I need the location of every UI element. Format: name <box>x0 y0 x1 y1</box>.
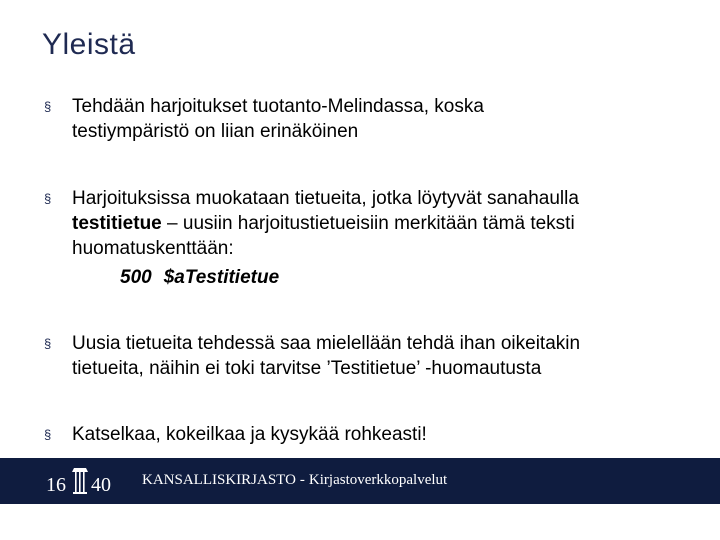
marc-field-tag: 500 <box>120 267 152 288</box>
bullet-item <box>42 186 702 290</box>
bullet-item <box>42 331 702 381</box>
footer-separator: - <box>299 472 305 488</box>
bullet-item <box>42 94 702 144</box>
bullet-text-line: – uusiin harjoitustietueisiin merkitään tämä teksti <box>161 213 575 234</box>
footer-org-name: KANSALLISKIRJASTO <box>142 472 296 488</box>
logo-year-right: 40 <box>91 474 111 496</box>
bullet-marker-icon: § <box>44 427 52 442</box>
marc-field-value: $aTestitietue <box>163 267 280 288</box>
logo-year-left: 16 <box>46 474 66 496</box>
bullet-marker-icon: § <box>44 99 52 114</box>
footer-org-text <box>142 472 447 489</box>
search-keyword: testitietue <box>72 213 162 234</box>
library-logo-icon <box>44 464 120 498</box>
bullet-marker-icon: § <box>44 336 52 351</box>
footer-unit-name: Kirjastoverkkopalvelut <box>308 472 448 488</box>
bullet-text-line: Uusia tietueita tehdessä saa mielellään tehdä ihan oikeitakin <box>72 333 581 354</box>
bullet-marker-icon: § <box>44 191 52 206</box>
bullet-text-line: tietueita, näihin ei toki tarvitse ’Testitietue’ -huomautusta <box>72 358 542 379</box>
bullet-text-line: Harjoituksissa muokataan tietueita, jotka löytyvät sanahaulla <box>72 188 579 209</box>
footer-bar <box>0 458 720 504</box>
bullet-item <box>42 422 702 447</box>
bullet-text-line: huomatuskenttään: <box>72 238 234 259</box>
bullet-text-line: Katselkaa, kokeilkaa ja kysykää rohkeasti! <box>72 424 427 445</box>
slide-title: Yleistä <box>42 28 136 61</box>
marc-field-example <box>120 265 702 290</box>
bullet-text-line: Tehdään harjoitukset tuotanto-Melindassa, koska <box>72 96 484 117</box>
bullet-text-line: testiympäristö on liian erinäköinen <box>72 121 359 142</box>
